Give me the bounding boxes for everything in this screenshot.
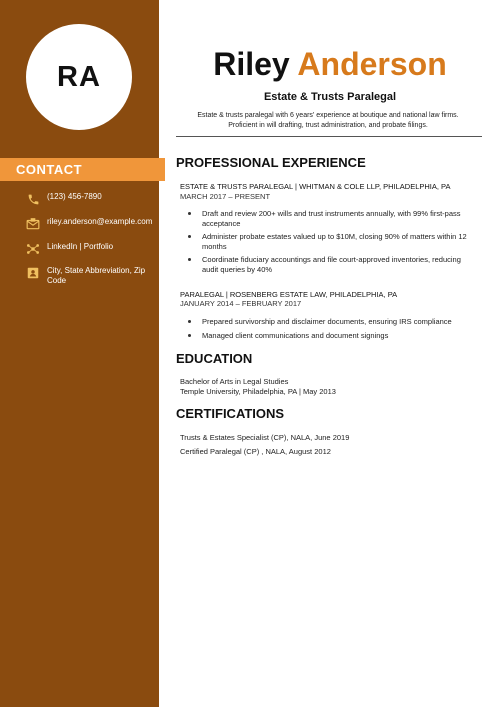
education-school: Temple University, Philadelphia, PA | May 2013 bbox=[180, 387, 336, 396]
links-text: LinkedIn | Portfolio bbox=[47, 242, 114, 251]
certification-1: Trusts & Estates Specialist (CP), NALA, June 2019 bbox=[180, 433, 350, 442]
job-1-bullets bbox=[180, 209, 484, 278]
first-name: Riley bbox=[213, 46, 290, 82]
monogram-avatar: RA bbox=[26, 24, 132, 130]
list-item: Coordinate fiduciary accountings and file court-approved inventories, reducing audit queries by 40% bbox=[180, 255, 484, 274]
list-item: Prepared survivorship and disclaimer documents, ensuring IRS compliance bbox=[180, 317, 484, 327]
contact-links[interactable] bbox=[26, 242, 156, 256]
job-2-dates: JANUARY 2014 – FEBRUARY 2017 bbox=[180, 299, 302, 308]
location-line-1: City, State Abbreviation, Zip bbox=[47, 266, 146, 275]
job-2-bullets bbox=[180, 317, 484, 344]
email-icon bbox=[26, 217, 40, 231]
job-2-title: PARALEGAL | ROSENBERG ESTATE LAW, PHILADELPHIA, PA bbox=[180, 290, 398, 299]
location-text bbox=[47, 266, 145, 286]
phone-icon bbox=[26, 192, 40, 206]
candidate-name bbox=[160, 44, 500, 84]
location-line-2: Code bbox=[47, 276, 67, 285]
summary-line-1: Estate & trusts paralegal with 6 years' experience at boutique and national law firms. bbox=[197, 112, 459, 119]
role-title: Estate & Trusts Paralegal bbox=[263, 91, 397, 103]
summary bbox=[176, 111, 480, 130]
certifications-heading: CERTIFICATIONS bbox=[176, 406, 285, 421]
job-1-title: ESTATE & TRUSTS PARALEGAL | WHITMAN & COLE LLP, PHILADELPHIA, PA bbox=[180, 182, 451, 191]
summary-line-2: Proficient in will drafting, trust administration, and probate filings. bbox=[228, 121, 428, 129]
contact-email[interactable] bbox=[26, 217, 156, 231]
contact-heading: CONTACT bbox=[16, 162, 83, 177]
network-icon bbox=[26, 242, 40, 256]
email-text: riley.anderson@example.com bbox=[47, 217, 153, 226]
list-item: Managed client communications and document signings bbox=[180, 331, 484, 341]
contact-location bbox=[26, 266, 156, 286]
education-degree: Bachelor of Arts in Legal Studies bbox=[180, 377, 289, 386]
education-heading: EDUCATION bbox=[176, 351, 253, 366]
list-item: Draft and review 200+ wills and trust instruments annually, with 99% first-pass acceptance bbox=[180, 209, 484, 228]
header-divider bbox=[176, 136, 482, 137]
phone-text: (123) 456-7890 bbox=[47, 192, 102, 201]
certification-2: Certified Paralegal (CP) , NALA, August 2012 bbox=[180, 447, 331, 456]
experience-heading: PROFESSIONAL EXPERIENCE bbox=[176, 155, 366, 170]
list-item: Administer probate estates valued up to $10M, closing 90% of matters within 12 months bbox=[180, 232, 484, 251]
last-name: Anderson bbox=[297, 46, 447, 82]
location-icon bbox=[26, 266, 40, 280]
job-1-dates: MARCH 2017 – PRESENT bbox=[180, 192, 271, 201]
contact-phone[interactable] bbox=[26, 192, 156, 206]
